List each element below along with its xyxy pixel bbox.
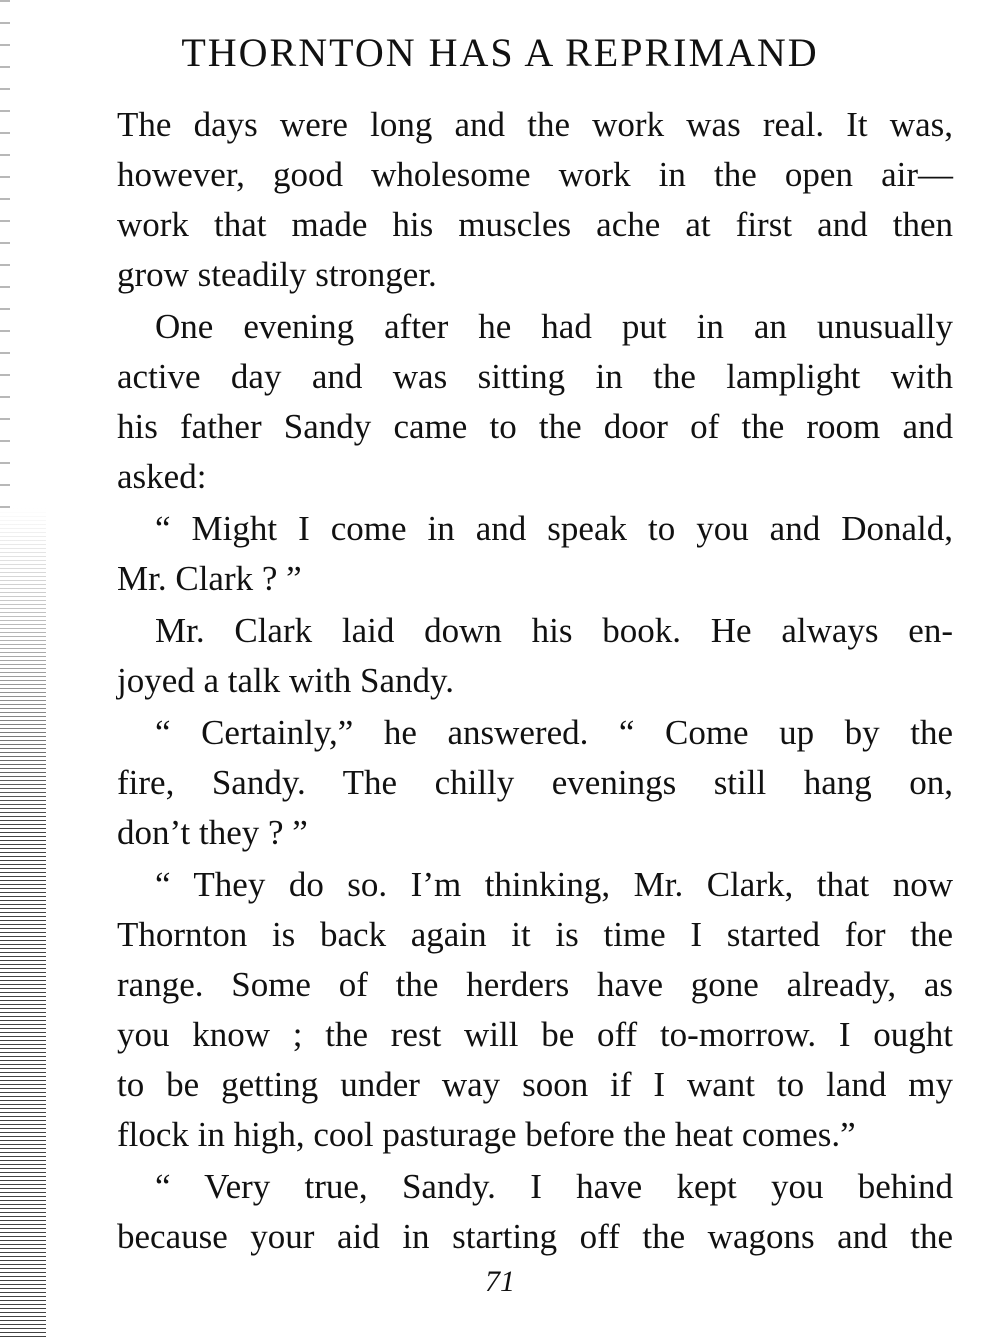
text-line: range. Some of the herders have gone already, as	[117, 965, 953, 1004]
text-line: to be getting under way soon if I want to land my	[117, 1065, 953, 1104]
text-line: however, good wholesome work in the open air—	[117, 155, 953, 194]
running-head: THORNTON HAS A REPRIMAND	[181, 30, 819, 75]
text-line: “ Very true, Sandy. I have kept you behind	[155, 1167, 953, 1206]
text-line: “ Might I come in and speak to you and Donald,	[155, 509, 953, 548]
text-line: his father Sandy came to the door of the room and	[117, 407, 953, 446]
text-line: work that made his muscles ache at first and then	[117, 205, 953, 244]
text-line: you know ; the rest will be off to-morrow. I ought	[117, 1015, 953, 1054]
text-line: “ Certainly,” he answered. “ Come up by the	[155, 713, 953, 752]
text-line: One evening after he had put in an unusually	[155, 307, 953, 346]
text-line: asked:	[117, 457, 207, 496]
text-line: don’t they ? ”	[117, 813, 308, 852]
text-line: Mr. Clark ? ”	[117, 559, 302, 598]
text-line: Mr. Clark laid down his book. He always en-	[155, 611, 953, 650]
text-line: grow steadily stronger.	[117, 255, 437, 294]
text-line: active day and was sitting in the lamplight with	[117, 357, 953, 396]
text-line: fire, Sandy. The chilly evenings still hang on,	[117, 763, 953, 802]
text-line: flock in high, cool pasturage before the heat comes.”	[117, 1115, 856, 1154]
text-line: The days were long and the work was real. It was,	[117, 105, 953, 144]
page-number: 71	[485, 1265, 515, 1298]
text-line: joyed a talk with Sandy.	[117, 661, 454, 700]
scan-edge-specks	[0, 0, 10, 520]
text-line: Thornton is back again it is time I started for the	[117, 915, 953, 954]
text-line: because your aid in starting off the wagons and the	[117, 1217, 953, 1256]
text-line: “ They do so. I’m thinking, Mr. Clark, that now	[155, 865, 953, 904]
